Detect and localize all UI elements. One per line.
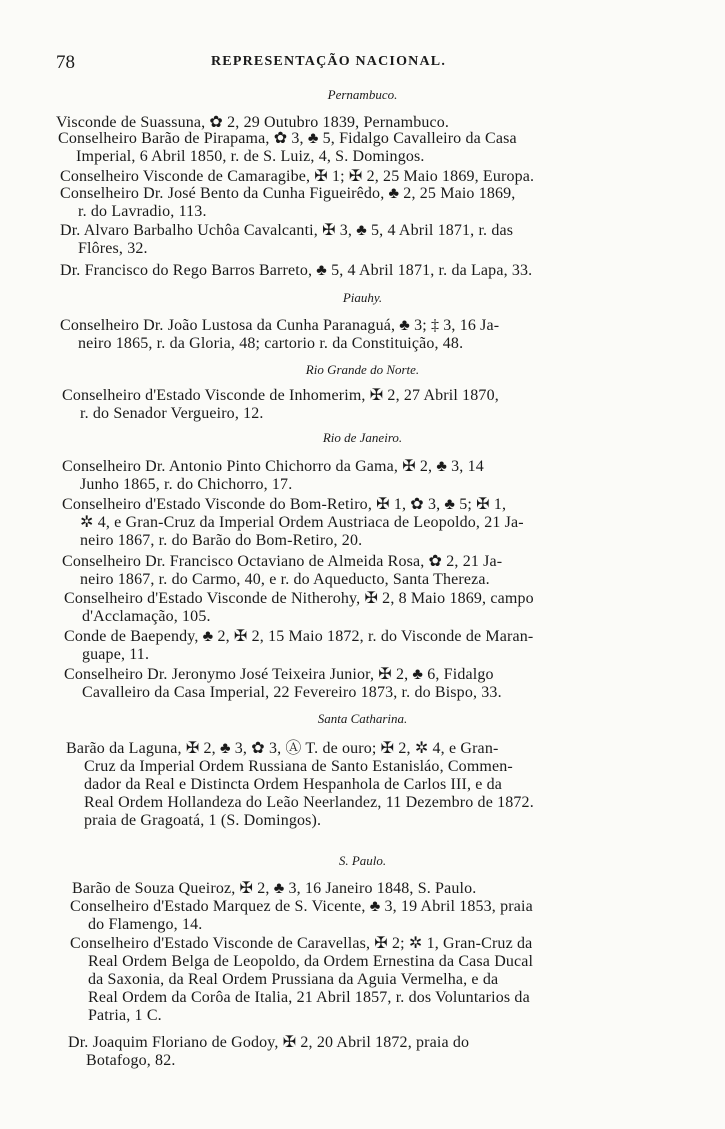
entry-line: Cruz da Imperial Ordem Russiana de Santo Estanisláo, Commen- [84,758,513,775]
entry-line: Conselheiro d'Estado Marquez de S. Vicente, ♣ 3, 19 Abril 1853, praia [70,898,533,915]
entry-line: d'Acclamação, 105. [82,608,211,625]
entry [60,262,705,280]
entry-line: neiro 1865, r. da Gloria, 48; cartorio r. da Constituição, 48. [78,335,464,352]
entry [70,935,702,1025]
entry-line: Flôres, 32. [78,240,148,257]
entry-line: Patria, 1 C. [88,1007,162,1024]
entry-line: Conselheiro Dr. João Lustosa da Cunha Paranaguá, ♣ 3; ‡ 3, 16 Ja- [60,317,500,334]
section-heading: Pernambuco. [327,87,398,102]
entry-line: Conde de Baependy, ♣ 2, ✠ 2, 15 Maio 1872, r. do Visconde de Maran- [64,628,534,645]
entry-line: praia de Gragoatá, 1 (S. Domingos). [84,812,322,829]
entry-line: neiro 1867, r. do Carmo, 40, e r. do Aqueducto, Santa Thereza. [80,571,490,588]
entry-line: neiro 1867, r. do Barão do Bom-Retiro, 20. [80,532,363,549]
entry-line: Imperial, 6 Abril 1850, r. de S. Luiz, 4, S. Domingos. [76,148,425,165]
entry [68,1034,703,1070]
entry-line: Barão de Souza Queiroz, ✠ 2, ♣ 3, 16 Janeiro 1848, S. Paulo. [72,880,477,897]
entry-line: Conselheiro Dr. Antonio Pinto Chichorro da Gama, ✠ 2, ♣ 3, 14 [62,458,484,475]
entry-line: Dr. Alvaro Barbalho Uchôa Cavalcanti, ✠ 3, ♣ 5, 4 Abril 1871, r. das [60,222,514,239]
entry-line: ✲ 4, e Gran-Cruz da Imperial Ordem Austriaca de Leopoldo, 21 Ja- [80,514,524,531]
entry [58,130,703,166]
entry [60,317,705,353]
entry [60,222,700,258]
section-heading: Piauhy. [342,290,383,305]
entry-line: do Flamengo, 14. [88,916,203,933]
entry-line: Visconde de Suassuna, ✿ 2, 29 Outubro 1839, Pernambuco. [56,114,450,131]
section-heading: Rio Grande do Norte. [305,362,420,377]
entry-line: Conselheiro Dr. Francisco Octaviano de Almeida Rosa, ✿ 2, 21 Ja- [62,553,503,570]
entry-line: dador da Real e Distincta Ordem Hespanhola de Carlos III, e da [84,776,503,793]
entry [60,168,700,186]
entry [62,458,697,494]
entry-line: guape, 11. [82,646,150,663]
entry-line: r. do Senador Vergueiro, 12. [80,405,264,422]
entry-line: Cavalleiro da Casa Imperial, 22 Fevereiro 1873, r. do Bispo, 33. [82,684,502,701]
entry [64,666,696,702]
entry [62,387,697,423]
entry-line: Real Ordem da Corôa de Italia, 21 Abril 1857, r. dos Voluntarios da [88,989,530,1006]
entry-line: Conselheiro Dr. Jeronymo José Teixeira Junior, ✠ 2, ♣ 6, Fidalgo [64,666,494,683]
entry [66,740,696,830]
entry-line: Botafogo, 82. [86,1052,176,1069]
running-title: REPRESENTAÇÃO NACIONAL. [211,54,447,69]
entry-line: Dr. Francisco do Rego Barros Barreto, ♣ 5, 4 Abril 1871, r. da Lapa, 33. [60,262,533,279]
page-number: 78 [56,52,75,73]
running-head [56,52,695,76]
section-heading: Rio de Janeiro. [322,430,403,445]
entry-line: Conselheiro Dr. José Bento da Cunha Figueirêdo, ♣ 2, 25 Maio 1869, [60,185,516,202]
entry-line: Conselheiro Barão de Pirapama, ✿ 3, ♣ 5, Fidalgo Cavalleiro da Casa [58,130,517,147]
entry-line: Junho 1865, r. do Chichorro, 17. [80,476,293,493]
entry [62,553,694,589]
entry [62,496,697,550]
entry-line: r. do Lavradio, 113. [78,203,207,220]
section-heading: Santa Catharina. [317,711,408,726]
entry [70,898,702,934]
entry-line: Conselheiro d'Estado Visconde do Bom-Retiro, ✠ 1, ✿ 3, ♣ 5; ✠ 1, [62,496,507,513]
entry [64,590,699,626]
entry-line: Conselheiro d'Estado Visconde de Caravellas, ✠ 2; ✲ 1, Gran-Cruz da [70,935,533,952]
entry-line: Dr. Joaquim Floriano de Godoy, ✠ 2, 20 Abril 1872, praia do [68,1034,470,1051]
entry-line: Barão da Laguna, ✠ 2, ♣ 3, ✿ 3, Ⓐ T. de ouro; ✠ 2, ✲ 4, e Gran- [66,740,499,757]
entry-line: Conselheiro d'Estado Visconde de Nitherohy, ✠ 2, 8 Maio 1869, campo [64,590,534,607]
entry [60,185,698,221]
entry-line: Conselheiro d'Estado Visconde de Inhomerim, ✠ 2, 27 Abril 1870, [62,387,499,404]
entry-line: Conselheiro Visconde de Camaragibe, ✠ 1; ✠ 2, 25 Maio 1869, Europa. [60,168,535,185]
section-heading: S. Paulo. [338,853,387,868]
entry-line: Real Ordem Hollandeza do Leão Neerlandez, 11 Dezembro de 1872. [84,794,534,811]
entry-line: Real Ordem Belga de Leopoldo, da Ordem Ernestina da Casa Ducal [88,953,534,970]
entry [72,880,700,898]
entry-line: da Saxonia, da Real Ordem Prussiana da Aguia Vermelha, e da [88,971,499,988]
entry [64,628,696,664]
